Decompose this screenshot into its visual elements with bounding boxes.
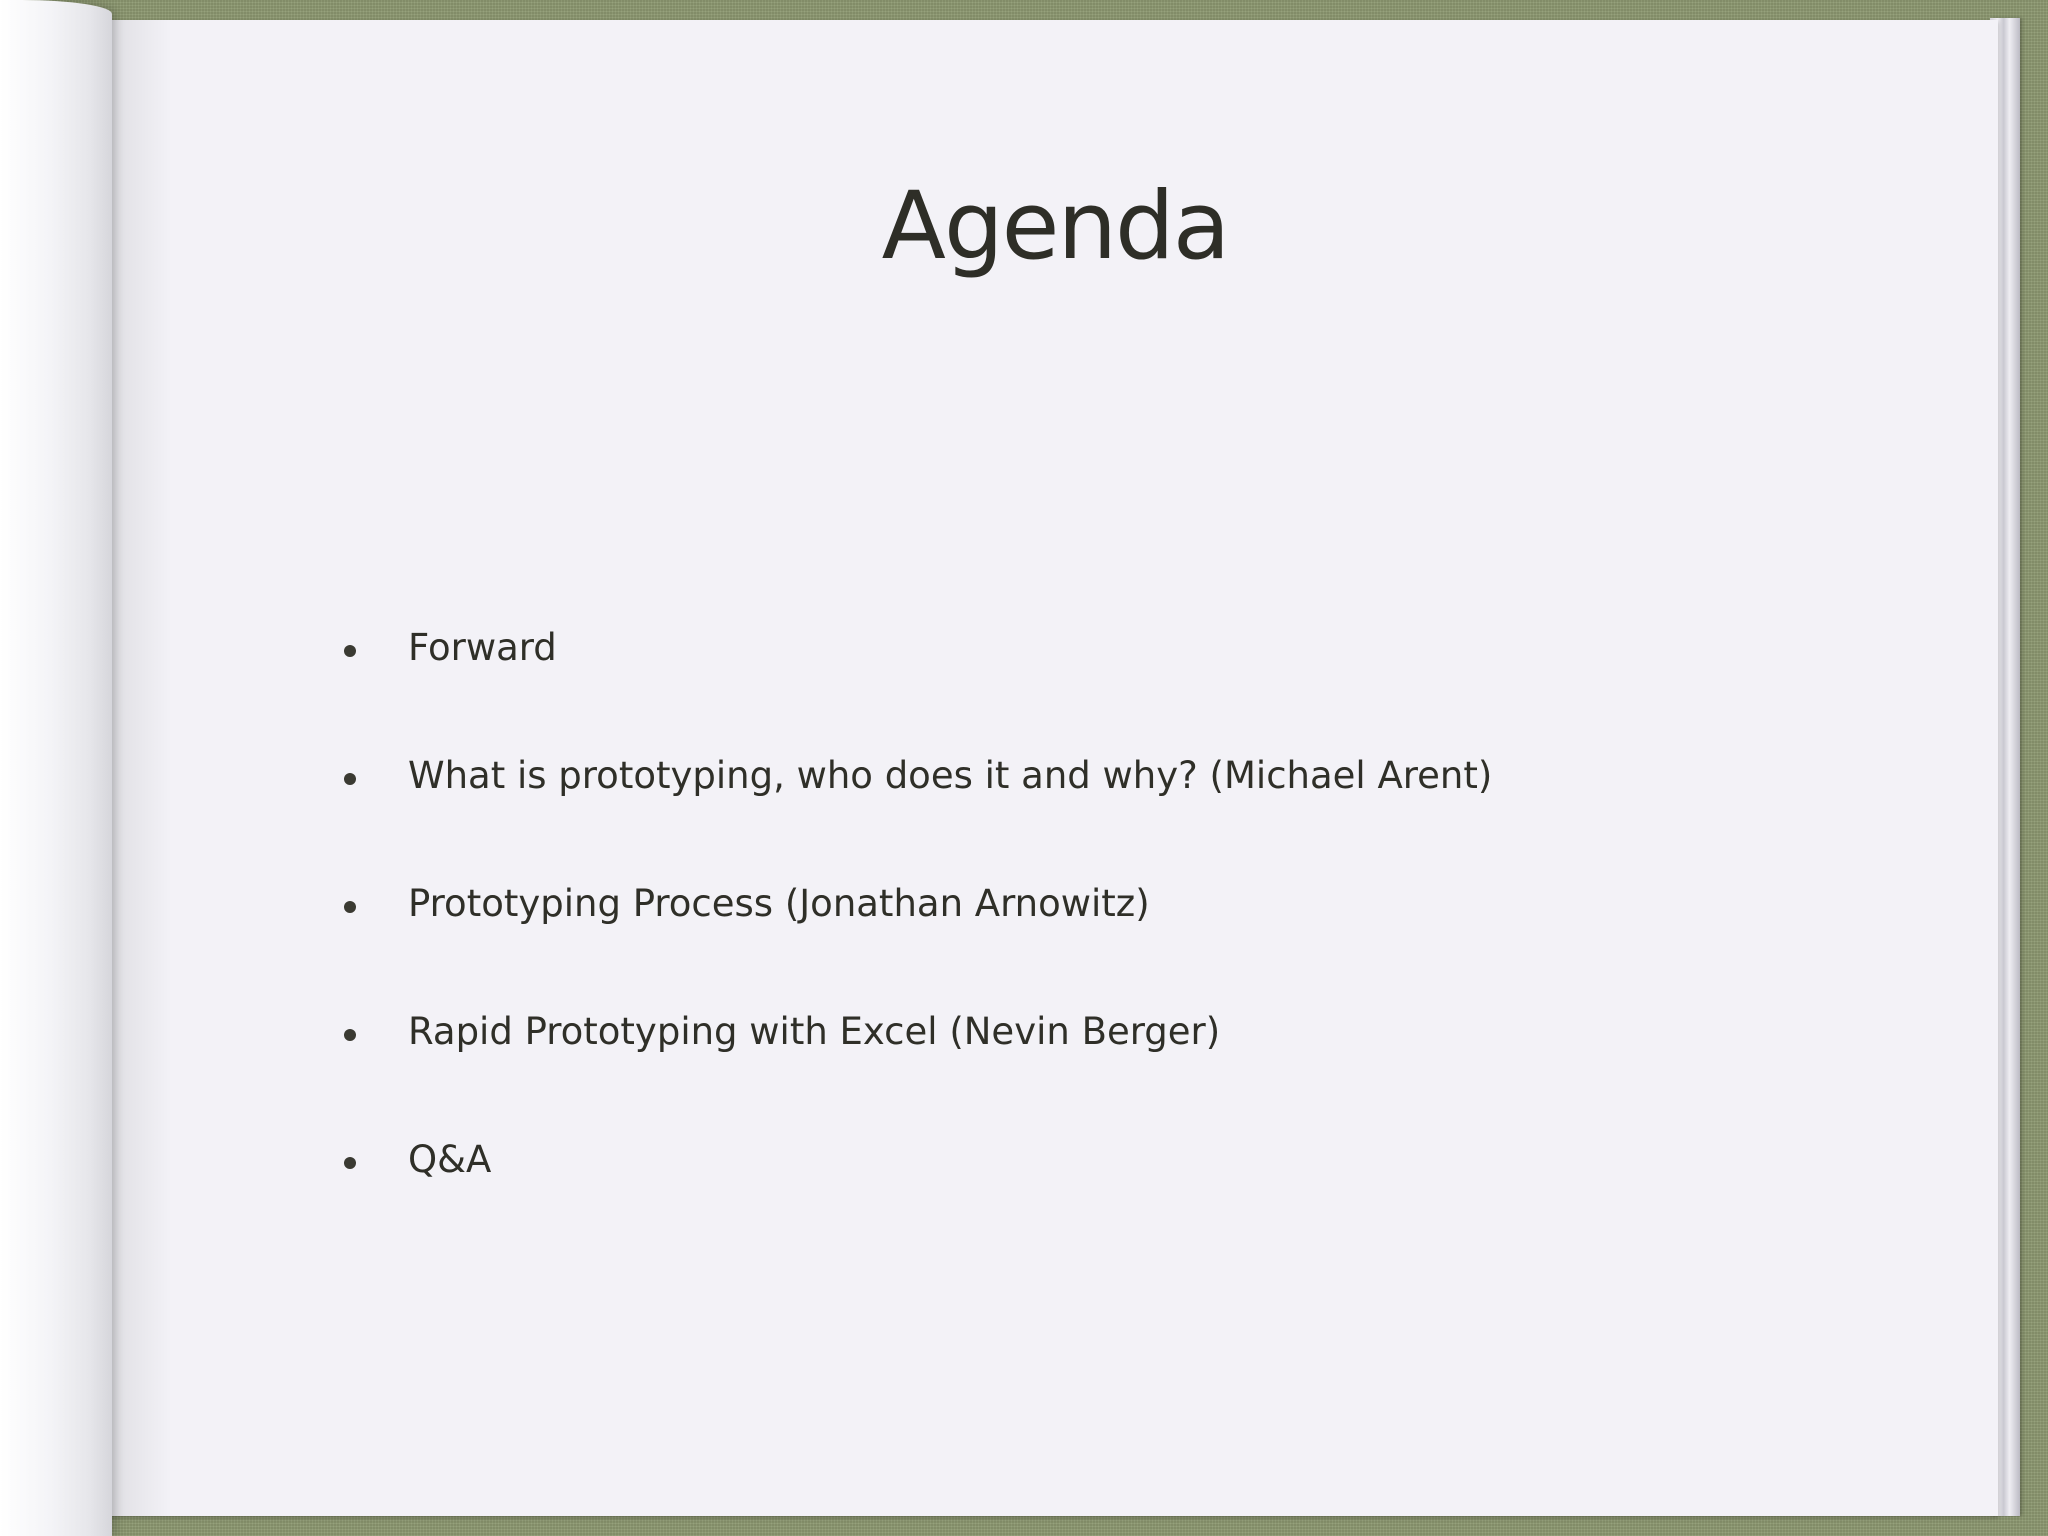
agenda-item-label: Q&A — [408, 1138, 492, 1181]
bullet-icon — [344, 773, 356, 785]
bullet-icon — [344, 1029, 356, 1041]
agenda-item-label: Forward — [408, 626, 557, 669]
slide-title: Agenda — [881, 172, 1229, 281]
agenda-item-label: Prototyping Process (Jonathan Arnowitz) — [408, 882, 1150, 925]
agenda-list — [335, 620, 1492, 1260]
agenda-item — [335, 1004, 1492, 1132]
agenda-item — [335, 876, 1492, 1004]
bullet-icon — [344, 645, 356, 657]
agenda-item — [335, 748, 1492, 876]
agenda-item-label: What is prototyping, who does it and why? (Michael Arent) — [408, 754, 1493, 797]
agenda-item — [335, 1132, 1492, 1260]
agenda-item-label: Rapid Prototyping with Excel (Nevin Berger) — [408, 1010, 1221, 1053]
left-page-curl — [0, 0, 112, 1536]
bullet-icon — [344, 1157, 356, 1169]
bullet-icon — [344, 901, 356, 913]
agenda-item — [335, 620, 1492, 748]
